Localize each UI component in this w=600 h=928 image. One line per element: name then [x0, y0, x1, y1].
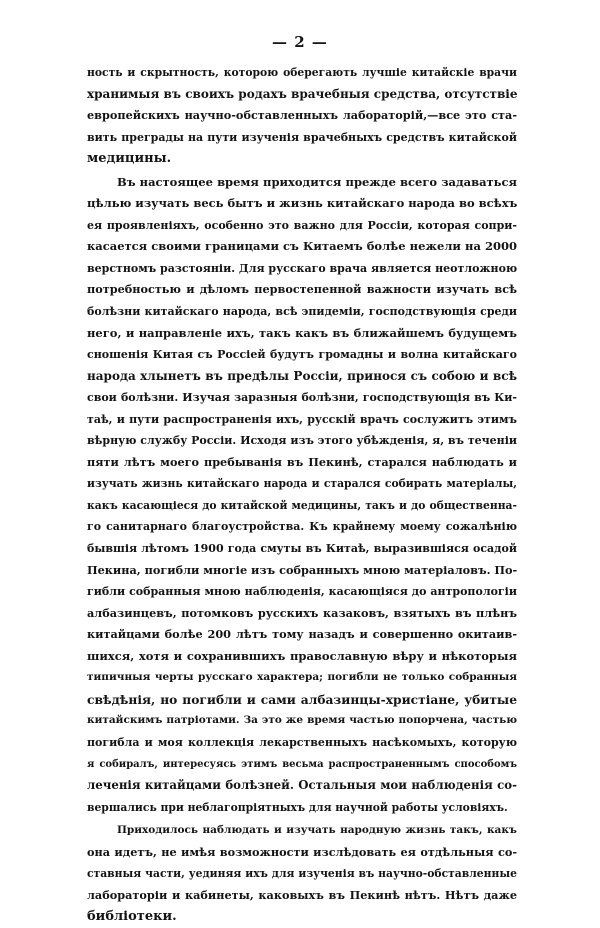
text-line: албазинцевъ, потомковъ русскихъ казаковъ, взятыхъ въ плѣнъ [87, 605, 517, 620]
text-line: европейскихъ научно-обставленныхъ лабораторій,—все это ста- [87, 108, 517, 123]
text-line: Въ настоящее время приходится прежде всего задаваться [117, 174, 517, 189]
text-line: китайцами болѣе 200 лѣтъ тому назадъ и совершенно окитаив- [87, 627, 517, 642]
text-line: него, и направленіе ихъ, такъ какъ въ ближайшемъ будущемъ [87, 325, 517, 340]
text-line: она идетъ, не имѣя возможности изслѣдовать ея отдѣльныя со- [87, 844, 517, 859]
text-line: библіотеки. [87, 909, 177, 925]
text-line: вѣрную службу Россіи. Исходя изъ этого убѣжденія, я, въ теченіи [87, 434, 517, 448]
text-line: медицины. [87, 151, 172, 167]
text-line: я собиралъ, интересуясь этимъ весьма распространеннымъ способомъ [87, 758, 517, 770]
text-line: ея проявленіяхъ, особенно это важно для Россіи, которая сопри- [87, 218, 517, 232]
paragraph [87, 172, 517, 818]
text-line: потребностью и дѣломъ первостепенной важности изучать всѣ [87, 282, 517, 297]
text-line: погибла и моя коллекція лекарственныхъ насѣкомыхъ, которую [87, 735, 517, 749]
paragraph [87, 820, 517, 928]
text-line: го санитарнаго благоустройства. Къ крайнему моему сожалѣнію [87, 520, 517, 534]
text-line: пяти лѣтъ моего пребыванія въ Пекинѣ, старался наблюдать и [87, 454, 517, 469]
text-line: таѣ, и пути распространенія ихъ, русскій врачъ сослужитъ этимъ [87, 412, 517, 426]
text-line: болѣзни китайскаго народа, всѣ эпидеміи, господствующія среди [87, 305, 517, 319]
text-line: свои болѣзни. Изучая заразныя болѣзни, господствующія въ Ки- [87, 391, 517, 405]
text-line: ставныя части, уединяя ихъ для изученія въ научно-обставленные [87, 867, 517, 881]
text-line: верстномъ разстояніи. Для русскаго врача является неотложною [87, 261, 517, 275]
text-line: лабораторіи и кабинеты, каковыхъ въ Пекинѣ нѣтъ. Нѣтъ даже [87, 887, 517, 902]
text-line: цѣлью изучать весь бытъ и жизнь китайскаго народа во всѣхъ [87, 196, 517, 211]
text-line: гибли собранныя мною наблюденія, касающіяся до антропологіи [87, 585, 517, 599]
text-line: касается своими границами съ Китаемъ болѣе нежели на 2000 [87, 239, 517, 254]
text-line: вить преграды на пути изученія врачебныхъ средствъ китайской [87, 130, 517, 144]
text-line: народа хлынетъ въ предѣлы Россіи, принося съ собою и всѣ [87, 368, 517, 383]
text-line: бывшія лѣтомъ 1900 года смуты въ Китаѣ, выразившіяся осадой [87, 542, 517, 556]
text-line: сношенія Китая съ Россіей будутъ громадны и волна китайскаго [87, 348, 517, 362]
text-line: изучать жизнь китайскаго народа и старался собирать матеріалы, [87, 477, 517, 491]
text-line: типичныя черты русскаго характера; погибли не только собранныя [87, 671, 517, 684]
text-line: хранимыя въ своихъ родахъ врачебныя средства, отсутствіе [87, 86, 517, 101]
text-line: китайскимъ патріотами. За это же время частью попорчена, частью [87, 714, 517, 727]
text-line: Приходилось наблюдать и изучать народную жизнь такъ, какъ [117, 824, 517, 837]
text-line: ность и скрытность, которою оберегають лучшіе китайскіе врачи [87, 66, 517, 79]
text-line: какъ касающіеся до китайской медицины, такъ и до общественна- [87, 498, 517, 512]
paragraph [87, 62, 517, 170]
page-number: — 2 — [272, 33, 328, 51]
text-line: леченія китайцами болѣзней. Остальныя мои наблюденія со- [87, 778, 517, 793]
text-line: свѣдѣнія, но погибли и сами албазинцы-христіане, убитые [87, 691, 517, 707]
text-line: Пекина, погибли многіе изъ собранныхъ мною матеріаловъ. По- [87, 562, 517, 577]
body-text [87, 62, 517, 928]
text-line: вершались при неблагопріятныхъ для научной работы условіяхъ. [87, 800, 508, 814]
text-line: шихся, хотя и сохранившихъ православную вѣру и нѣкоторыя [87, 648, 517, 663]
